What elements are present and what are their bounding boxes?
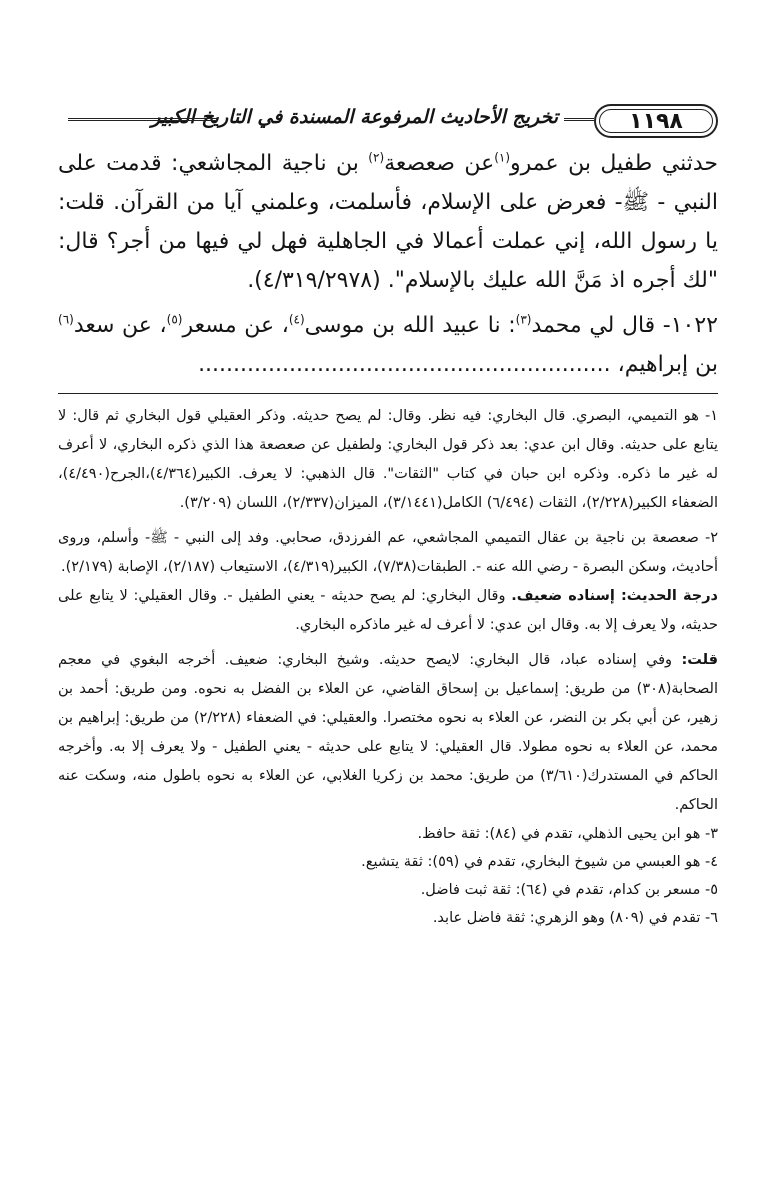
hadith-grade — [58, 582, 718, 640]
footnote-4: ٤- هو العبسي من شيوخ البخاري، تقدم في (٥٩): ثقة يتشيع. — [361, 854, 718, 870]
header-rule — [68, 118, 218, 124]
text-run: ، عن مسعر — [182, 313, 289, 338]
text-run: ١٠٢٢- قال لي محمد — [531, 313, 718, 338]
footnote-separator — [58, 393, 718, 394]
footnote-ref: (٥) — [166, 312, 183, 327]
footnote-1: ١- هو التميمي، البصري. قال البخاري: فيه نظر. وقال: لم يصح حديثه. وذكر العقيلي قول البخاري ثم قال: لا يتابع على حديثه. وقال ابن عدي: بعد ذكر قول البخاري: ولطفيل عن صعصعة هذا الذي ذكره البخاري، لا أعرف له غير ما ذكره. وذكره ابن حبان في كتاب "الثقات". قال الذهبي: لا يعرف. الكبير(٤/٣٦٤)،الجرح(٤/٤٩٠)، الضعفاء الكبير(٢/٢٢٨)، الثقات (٦/٤٩٤) الكامل(٣/١٤٤١)، الميزان(٢/٣٣٧)، اللسان (٣/٢٠٩). — [58, 408, 718, 511]
comment-label: قلت: — [681, 652, 718, 668]
grade-label: درجة الحديث: إسناده ضعيف. — [511, 588, 718, 604]
footnote-ref: (٦) — [58, 312, 74, 327]
grade-text: وقال البخاري: لم يصح حديثه - يعني الطفيل -. وقال العقيلي: لا يتابع على حديثه، ولا يعرف إلا به. وقال ابن عدي: لا أعرف له غير ماذكره البخاري. — [58, 588, 718, 633]
text-run: حدثني طفيل بن عمرو — [510, 151, 718, 176]
hadith-paragraph — [58, 144, 718, 300]
text-run: بن ناجية المجاشعي: قدمت على النبي - ﷺ- فعرض على الإسلام، فأسلمت، وعلمني آيا من القرآن. قلت: يا رسول الله، إني عملت أعمالا في الجاهلية فهل لي فيها من أجر؟ قال: "لك أجره اذ مَنَّ الله عليك بالإسلام". (٤/٣١٩/٢٩٧٨). — [58, 151, 718, 293]
hadith-1022-paragraph — [58, 306, 718, 384]
header-rule — [564, 118, 594, 124]
text-run: عن صعصعة — [384, 151, 495, 176]
author-comment — [58, 646, 718, 820]
main-text — [58, 144, 718, 384]
footnote-ref: (١) — [494, 150, 511, 165]
footnote-3: ٣- هو ابن يحيى الذهلي، تقدم في (٨٤): ثقة حافظ. — [417, 826, 718, 842]
footnote-5: ٥- مسعر بن كدام، تقدم في (٦٤): ثقة ثبت فاضل. — [420, 882, 718, 898]
text-run: : نا عبيد الله بن موسى — [304, 313, 516, 338]
dotted-leader: ........................................................... — [198, 352, 611, 377]
footnote-ref: (٣) — [515, 312, 532, 327]
comment-text: وفي إسناده عباد، قال البخاري: لايصح حديثه. وشيخ البخاري: ضعيف. أخرجه البغوي في معجم الصحابة(٣٠٨) من طريق: إسماعيل بن إسحاق القاضي، عن العلاء بن الفضل به نحوه. ومن طريق: أحمد بن زهير، عن أبي بكر بن النضر، عن العلاء به نحوه مختصرا. والعقيلي: في الضعفاء (٢/٢٢٨) من طريق: إبراهيم بن محمد، عن العلاء به نحوه مطولا. قال العقيلي: لا يتابع على حديثه - يعني الطفيل - ولا يعرف إلا به. وأخرجه الحاكم في المستدرك(٣/٦١٠) من طريق: محمد بن زكريا الغلابي، عن العلاء به نحوه باطول منه، وسكت عنه الحاكم. — [58, 652, 719, 813]
text-run: ، عن سعد — [73, 313, 167, 338]
footnotes — [58, 402, 718, 932]
book-title: تخريج الأحاديث المرفوعة المسندة في التاريخ الكبير — [151, 106, 558, 128]
footnote-ref: (٤) — [288, 312, 305, 327]
text-run: بن إبراهيم، — [610, 352, 718, 377]
footnote-ref: (٢) — [368, 150, 385, 165]
page-number: ١١٩٨ — [594, 104, 718, 138]
footnote-2: ٢- صعصعة بن ناجية بن عقال التميمي المجاشعي، عم الفرزدق، صحابي. وفد إلى النبي - ﷺ- وأسلم، وروى أحاديث، وسكن البصرة - رضي الله عنه -. الطبقات(٧/٣٨)، الكبير(٤/٣١٩)، الاستيعاب (٢/١٨٧)، الإصابة (٢/١٧٩). — [58, 530, 718, 575]
footnote-6: ٦- تقدم في (٨٠٩) وهو الزهري: ثقة فاضل عابد. — [432, 910, 718, 926]
